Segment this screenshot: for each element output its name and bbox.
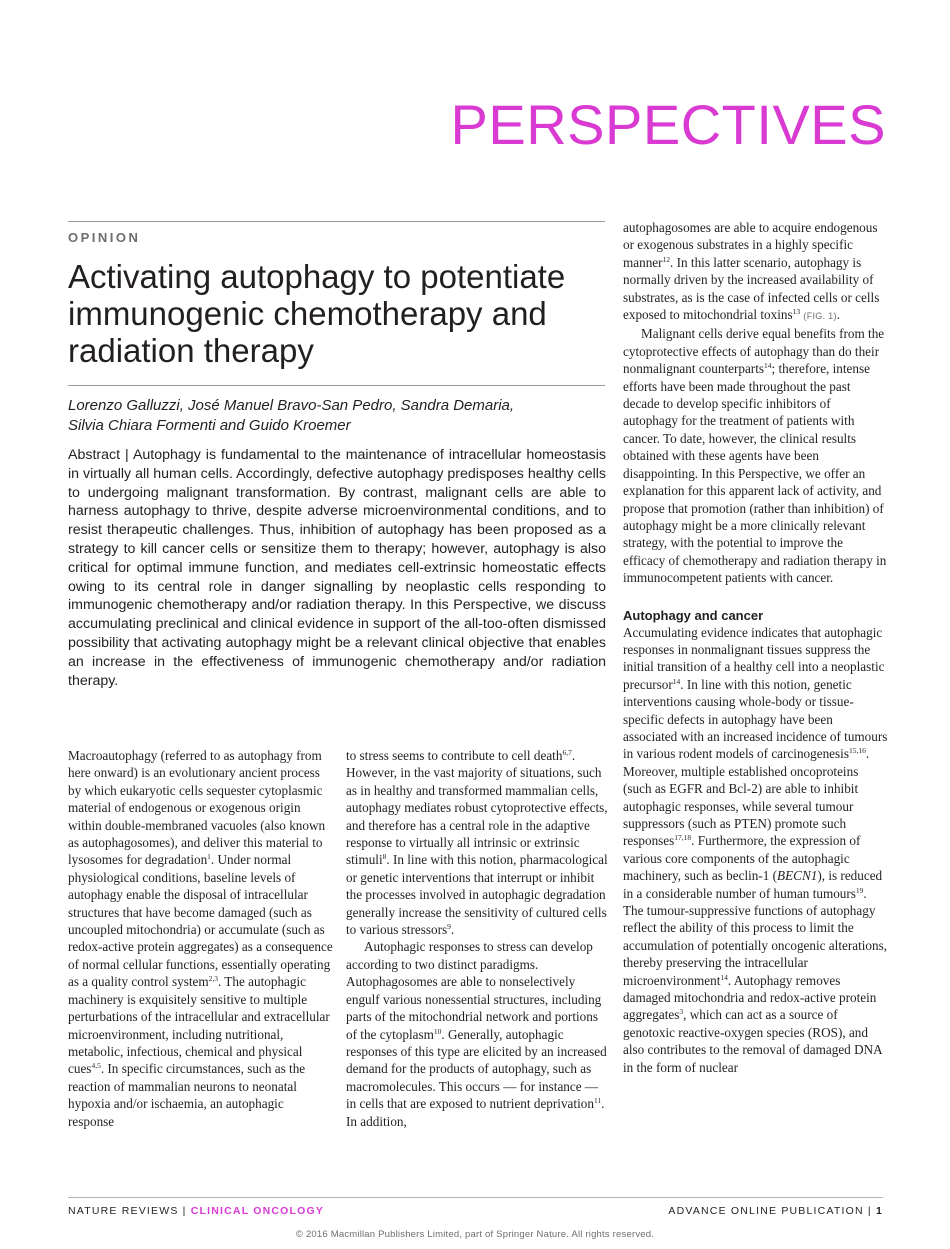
body-column-2: [346, 747, 611, 1130]
copyright-notice: © 2016 Macmillan Publishers Limited, part of Springer Nature. All rights reserved.: [295, 1229, 655, 1240]
citation[interactable]: 1: [207, 852, 211, 862]
page-number: 1: [875, 1205, 883, 1217]
citation[interactable]: 2,3: [208, 974, 219, 984]
paragraph: autophagosomes are able to acquire endogenous or exogenous substrates in a highly specific manner$^{12}$. In this latter scenario, autophagy is normally driven by the increased availability of substrates, as is the case of infected cells or cells exposed to mitochondrial toxins$^{13}$ (FIG. 1).: [623, 220, 880, 323]
paragraph: to stress seems to contribute to cell death$^{6,7}$. However, in the vast majority of situations, such as in healthy and transformed mammalian cells, autophagy mediates robust cytoprotective effects, and therefore has a central role in the adaptive response to virtually all intrinsic or extrinsic stimuli$^8$. In line with this notion, pharmacological or genetic interventions that interrupt or inhibit the processes involved in autophagic degradation generally increase the sensitivity of cultured cells to various stressors$^9$.: [346, 748, 608, 938]
citation[interactable]: 4,5: [91, 1061, 101, 1071]
footer-publication: [668, 1205, 883, 1217]
footer-separator: |: [182, 1205, 187, 1217]
gene-name: BECN1: [777, 868, 818, 884]
citation[interactable]: 8: [382, 852, 387, 862]
citation[interactable]: 3: [679, 1007, 684, 1017]
top-rule: [68, 221, 605, 222]
citation[interactable]: 6,7: [562, 748, 572, 757]
citation[interactable]: 14: [720, 972, 728, 982]
author-line: Lorenzo Galluzzi, José Manuel Bravo-San Pedro, Sandra Demaria,: [68, 397, 515, 414]
citation[interactable]: 15,16: [848, 746, 866, 756]
section-header: PERSPECTIVES: [450, 93, 886, 156]
footer-journal: [68, 1205, 324, 1217]
paragraph: Accumulating evidence indicates that autophagic responses in nonmalignant tissues suppress the initial transition of a healthy cell into a neoplastic precursor$^{14}$. In line with this notion, genetic interventions causing whole-body or tissue-specific defects in autophagy have been associated with an increased incidence of tumours in various rodent models of carcinogenesis$^{15,16}$. Moreover, multiple established oncoproteins (such as EGFR and Bcl-2) are able to inhibit autophagic responses, while several tumour suppressors (such as PTEN) promote such responses$^{17,18}$. Furthermore, the expression of various core components of the autophagic machinery, such as beclin-1 (BECN1), is reduced in a considerable number of human tumours$^{19}$. The tumour-suppressive functions of autophagy reflect the ability of this process to limit the accumulation of potentially oncogenic alterations, thereby preserving the intracellular microenvironment$^{14}$. Autophagy removes damaged mitochondria and redox-active protein aggregates$^3$, which can act as a source of genotoxic reactive-oxygen species (ROS), and also contributes to the removal of damaged DNA in the form of nuclear: [623, 624, 888, 1075]
section-heading: Autophagy and cancer: [623, 607, 764, 623]
citation[interactable]: 11: [593, 1096, 602, 1106]
citation[interactable]: 9: [447, 922, 451, 932]
author-line: Silvia Chiara Formenti and Guido Kroemer: [68, 417, 351, 434]
citation[interactable]: 14: [764, 361, 772, 371]
body-column-1: [68, 747, 333, 1130]
article-type-kicker: OPINION: [68, 230, 141, 245]
journal-section: CLINICAL ONCOLOGY: [190, 1205, 325, 1217]
body-column-3: [623, 219, 888, 1076]
abstract: Abstract | Autophagy is fundamental to the maintenance of intracellular homeostasis in virtually all human cells. Accordingly, defective autophagy predisposes healthy cells to undergoing malignant transformation. By contrast, malignant cells are able to harness autophagy to thrive, despite adverse microenvironmental conditions, and to resist therapeutic challenges. Thus, inhibition of autophagy has been proposed as a strategy to kill cancer cells or sensitize them to therapy; however, autophagy is also critical for optimal immune function, and mediates cell-extrinsic homeostatic effects owing to its central role in danger signalling by neoplastic cells responding to immunogenic chemotherapy and/or radiation therapy. In this Perspective, we discuss accumulating preclinical and clinical evidence in support of the all-too-often dismissed possibility that activating autophagy might be a relevant clinical objective that enables an increase in the effectiveness of immunogenic chemotherapy and/or radiation therapy.: [68, 447, 606, 689]
citation[interactable]: 19: [855, 885, 864, 895]
citation[interactable]: 14: [672, 676, 681, 686]
publication-status: ADVANCE ONLINE PUBLICATION: [668, 1205, 864, 1217]
footer-separator: |: [867, 1205, 872, 1217]
paragraph: Malignant cells derive equal benefits from the cytoprotective effects of autophagy than do their nonmalignant counterparts$^{14}$; therefore, intense efforts have been made throughout the past decade to develop specific inhibitors of autophagy for the treatment of patients with cancer. To date, however, the clinical results obtained with these agents have been disappointing. In this Perspective, we offer an explanation for this apparent lack of activity, and propose that promotion (rather than inhibition) of autophagy might be a more clinically relevant strategy, with the potential to improve the efficacy of chemotherapy and radiation therapy in immunocompetent patients with cancer.: [623, 326, 887, 586]
paragraph: Macroautophagy (referred to as autophagy from here onward) is an evolutionary ancient process by which eukaryotic cells sequester cytoplasmic material of endogenous or exogenous origin within double-membraned vacuoles (also known as autophagosomes), and deliver this material to lysosomes for degradation$^1$. Under normal physiological conditions, baseline levels of autophagy enable the disposal of intracellular structures that have become damaged (such as uncoupled mitochondria) or accumulate (such as redox-active protein aggregates) as a consequence of normal cellular functions, essentially operating as a quality control system$^{2,3}$. The autophagic machinery is exquisitely sensitive to multiple perturbations of the intracellular and extracellular microenvironment, including nutritional, metabolic, infectious, chemical and physical cues$^{4,5}$. In specific circumstances, such as the reaction of mammalian neurons to neonatal hypoxia and/or ischaemia, an autophagic response: [68, 748, 333, 1129]
paragraph: Autophagic responses to stress can develop according to two distinct paradigms. Autophagosomes are able to nonselectively engulf various nonessential structures, including parts of the mitochondrial network and portions of the cytoplasm$^{10}$. Generally, autophagic responses of this type are elicited by an increased demand for the products of autophagy, such as macromolecules. This occurs — for instance — in cells that are exposed to nutrient deprivation$^{11}$. In addition,: [346, 939, 607, 1129]
article-title: Activating autophagy to potentiate immunogenic chemotherapy and radiation therapy: [68, 258, 566, 369]
author-list: [68, 396, 613, 436]
citation[interactable]: 17,18: [674, 833, 692, 843]
journal-name: NATURE REVIEWS: [68, 1205, 179, 1217]
citation[interactable]: 10: [433, 1026, 442, 1036]
citation[interactable]: 13: [792, 307, 801, 317]
figure-reference[interactable]: (FIG. 1): [803, 311, 837, 322]
title-rule: [68, 385, 605, 386]
footer-rule: [68, 1197, 883, 1198]
citation[interactable]: 12: [662, 254, 671, 264]
